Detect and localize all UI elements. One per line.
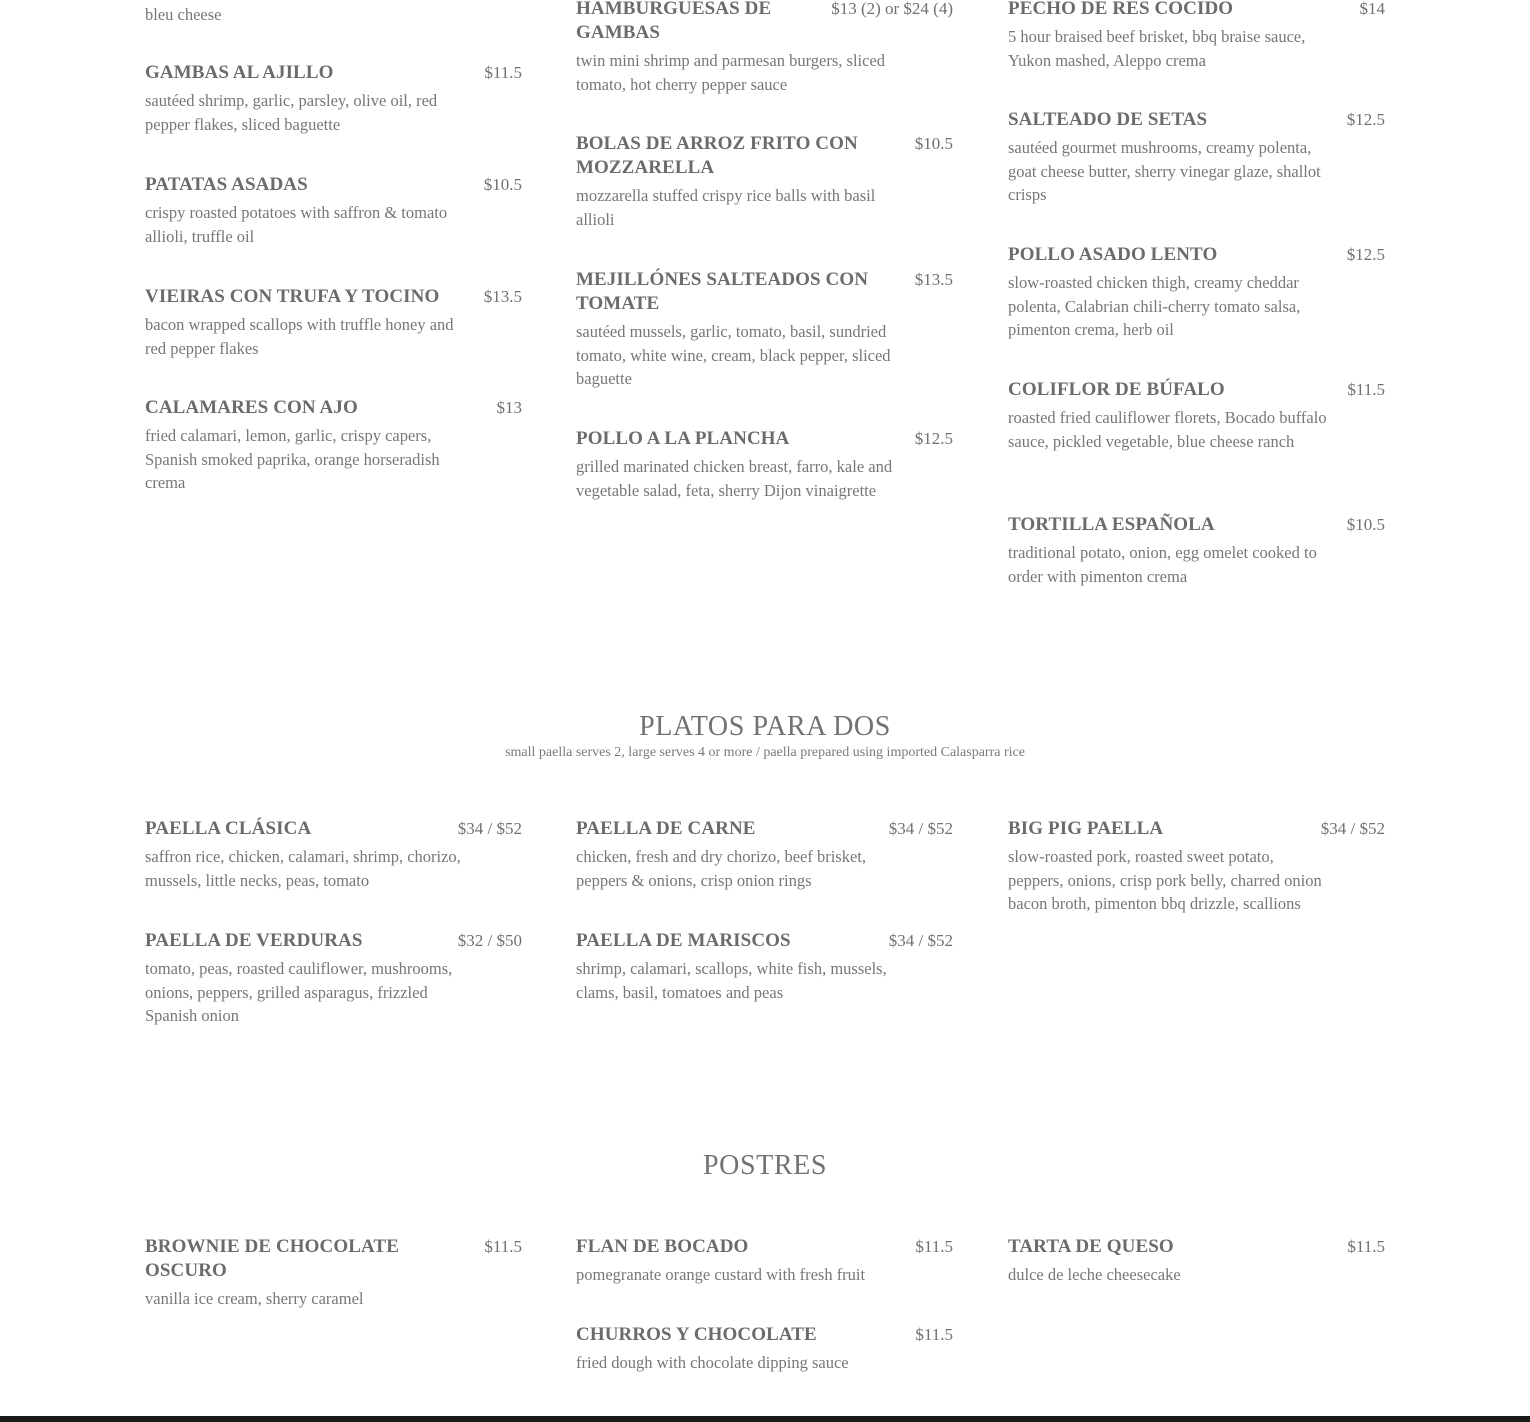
menu-item-description: dulce de leche cheesecake bbox=[1008, 1265, 1181, 1284]
menu-item-pollo-asado-lento bbox=[1008, 243, 1385, 342]
menu-item-name: POLLO ASADO LENTO bbox=[1008, 244, 1218, 265]
menu-item-price: $34 / $52 bbox=[888, 931, 953, 950]
menu-item-description: crispy roasted potatoes with saffron & tomato allioli, truffle oil bbox=[145, 203, 448, 246]
menu-item-description: pomegranate orange custard with fresh fruit bbox=[576, 1265, 866, 1284]
menu-item-price: $13 (2) or $24 (4) bbox=[831, 0, 953, 18]
menu-item-name: TORTILLA ESPAÑOLA bbox=[1008, 514, 1215, 535]
menu-item-description: twin mini shrimp and parmesan burgers, sliced tomato, hot cherry pepper sauce bbox=[576, 51, 886, 94]
menu-item-description: saffron rice, chicken, calamari, shrimp, chorizo, mussels, little necks, peas, tomato bbox=[145, 847, 461, 890]
menu-item-churros-y-chocolate bbox=[576, 1323, 953, 1375]
menu-item-price: $11.5 bbox=[915, 1325, 953, 1344]
menu-item-price: $11.5 bbox=[915, 1237, 953, 1256]
menu-item-price: $10.5 bbox=[483, 175, 522, 194]
menu-item-description: sautéed gourmet mushrooms, creamy polenta, goat cheese butter, sherry vinegar glaze, shallot crisps bbox=[1008, 138, 1321, 204]
menu-item-name: CHURROS Y CHOCOLATE bbox=[576, 1324, 817, 1345]
menu-item-pollo-a-la-plancha bbox=[576, 427, 953, 502]
section-title-postres: POSTRES bbox=[702, 1150, 828, 1181]
menu-item-name: MEJILLÓNES SALTEADOS CON TOMATE bbox=[576, 269, 869, 314]
menu-item-pecho-de-res bbox=[1008, 0, 1385, 72]
menu-item-price: $12.5 bbox=[914, 429, 953, 448]
menu-item-price: $11.5 bbox=[1347, 1237, 1385, 1256]
menu-item-vieiras-con-trufa bbox=[145, 285, 522, 360]
menu-item-description: bleu cheese bbox=[145, 5, 222, 24]
menu-item-price: $34 / $52 bbox=[1320, 819, 1385, 838]
menu-item-name: BOLAS DE ARROZ FRITO CON MOZZARELLA bbox=[576, 133, 858, 178]
menu-item-description: bacon wrapped scallops with truffle honey and red pepper flakes bbox=[145, 315, 454, 358]
menu-item-name: TARTA DE QUESO bbox=[1008, 1236, 1174, 1257]
menu-item-price: $13.5 bbox=[483, 287, 522, 306]
menu-item-description: tomato, peas, roasted cauliflower, mushrooms, onions, peppers, grilled asparagus, frizzled Spanish onion bbox=[145, 959, 453, 1025]
menu-item-flan-de-bocado bbox=[576, 1235, 953, 1287]
menu-item-description: sautéed mussels, garlic, tomato, basil, sundried tomato, white wine, cream, black pepper, sliced baguette bbox=[576, 322, 891, 388]
menu-item-name: GAMBAS AL AJILLO bbox=[145, 62, 334, 83]
menu-item-patatas-asadas bbox=[145, 173, 522, 248]
menu-item-bolas-de-arroz bbox=[576, 132, 953, 231]
menu-item-description: roasted fried cauliflower florets, Bocado buffalo sauce, pickled vegetable, blue cheese ranch bbox=[1008, 408, 1327, 451]
menu-item-name: PAELLA DE CARNE bbox=[576, 818, 756, 839]
menu-item-name: PATATAS ASADAS bbox=[145, 174, 308, 195]
menu-item-description: mozzarella stuffed crispy rice balls with basil allioli bbox=[576, 186, 876, 229]
menu-item-price: $12.5 bbox=[1346, 110, 1385, 129]
menu-item-name: PAELLA DE MARISCOS bbox=[576, 930, 791, 951]
menu-item-price: $13.5 bbox=[914, 270, 953, 289]
menu-item-price: $12.5 bbox=[1346, 245, 1385, 264]
menu-item-description: slow-roasted chicken thigh, creamy cheddar polenta, Calabrian chili-cherry tomato salsa, pimenton crema, herb oil bbox=[1008, 273, 1301, 339]
page-bottom-divider bbox=[0, 1416, 1530, 1422]
menu-item-name: FLAN DE BOCADO bbox=[576, 1236, 749, 1257]
menu-item-name: VIEIRAS CON TRUFA Y TOCINO bbox=[145, 286, 440, 307]
menu-item-big-pig-paella bbox=[1008, 817, 1385, 916]
menu-item-name: POLLO A LA PLANCHA bbox=[576, 428, 790, 449]
menu-item-description: fried dough with chocolate dipping sauce bbox=[576, 1353, 849, 1372]
section-title-platos-para-dos: PLATOS PARA DOS bbox=[639, 711, 891, 742]
menu-item-mejillones-salteados bbox=[576, 268, 953, 391]
menu-item-description: sautéed shrimp, garlic, parsley, olive oil, red pepper flakes, sliced baguette bbox=[145, 91, 438, 134]
menu-item-name: PAELLA DE VERDURAS bbox=[145, 930, 363, 951]
menu-item-price: $34 / $52 bbox=[888, 819, 953, 838]
menu-item-price: $32 / $50 bbox=[457, 931, 522, 950]
menu-item-price: $13 bbox=[496, 398, 522, 417]
menu-item-description: fried calamari, lemon, garlic, crispy capers, Spanish smoked paprika, orange horseradish crema bbox=[145, 426, 440, 492]
menu-item-price: $11.5 bbox=[484, 63, 522, 82]
menu-item-description: traditional potato, onion, egg omelet cooked to order with pimenton crema bbox=[1008, 543, 1317, 586]
menu-item-price: $10.5 bbox=[914, 134, 953, 153]
menu-item-hamburguesas-de-gambas bbox=[576, 0, 953, 96]
menu-item-name: PAELLA CLÁSICA bbox=[145, 818, 312, 839]
menu-item-name: SALTEADO DE SETAS bbox=[1008, 109, 1208, 130]
menu-item-price: $11.5 bbox=[1347, 380, 1385, 399]
menu-item-description: vanilla ice cream, sherry caramel bbox=[145, 1289, 364, 1308]
menu-item-description: shrimp, calamari, scallops, white fish, mussels, clams, basil, tomatoes and peas bbox=[576, 959, 887, 1002]
menu-item-name: HAMBURGUESAS DE GAMBAS bbox=[576, 0, 772, 43]
menu-item-name: BROWNIE DE CHOCOLATE OSCURO bbox=[145, 1236, 399, 1281]
menu-item-price: $14 bbox=[1359, 0, 1385, 18]
menu-item-name: PECHO DE RES COCIDO bbox=[1008, 0, 1234, 19]
menu-item-price: $11.5 bbox=[484, 1237, 522, 1256]
menu-item-price: $10.5 bbox=[1346, 515, 1385, 534]
menu-item-gambas-al-ajillo bbox=[145, 61, 522, 136]
menu-item-paella-de-mariscos bbox=[576, 929, 953, 1004]
menu-item-price: $34 / $52 bbox=[457, 819, 522, 838]
menu-item-name: CALAMARES CON AJO bbox=[145, 397, 358, 418]
menu-item-description: slow-roasted pork, roasted sweet potato, peppers, onions, crisp pork belly, charred onion bacon broth, pimenton bbq drizzle, scallions bbox=[1008, 847, 1322, 913]
menu-item-description: grilled marinated chicken breast, farro, kale and vegetable salad, feta, sherry Dijon vinaigrette bbox=[576, 457, 893, 500]
menu-item-salteado-de-setas bbox=[1008, 108, 1385, 207]
menu-item-coliflor-de-bufalo bbox=[1008, 378, 1385, 453]
menu-item-tarta-de-queso bbox=[1008, 1235, 1385, 1287]
menu-item-description: chicken, fresh and dry chorizo, beef brisket, peppers & onions, crisp onion rings bbox=[576, 847, 867, 890]
menu-item-calamares-con-ajo bbox=[145, 396, 522, 495]
menu-item-description: 5 hour braised beef brisket, bbq braise sauce, Yukon mashed, Aleppo crema bbox=[1008, 27, 1306, 70]
menu-item-paella-de-carne bbox=[576, 817, 953, 892]
menu-item-tortilla-espanola bbox=[1008, 513, 1385, 588]
menu-item-paella-de-verduras bbox=[145, 929, 522, 1028]
menu-item-brownie bbox=[145, 1235, 522, 1311]
menu-item-paella-clasica bbox=[145, 817, 522, 892]
section-subtitle: small paella serves 2, large serves 4 or more / paella prepared using imported Calasparra rice bbox=[505, 745, 1025, 760]
menu-item-name: COLIFLOR DE BÚFALO bbox=[1008, 379, 1225, 400]
menu-item-name: BIG PIG PAELLA bbox=[1008, 818, 1164, 839]
